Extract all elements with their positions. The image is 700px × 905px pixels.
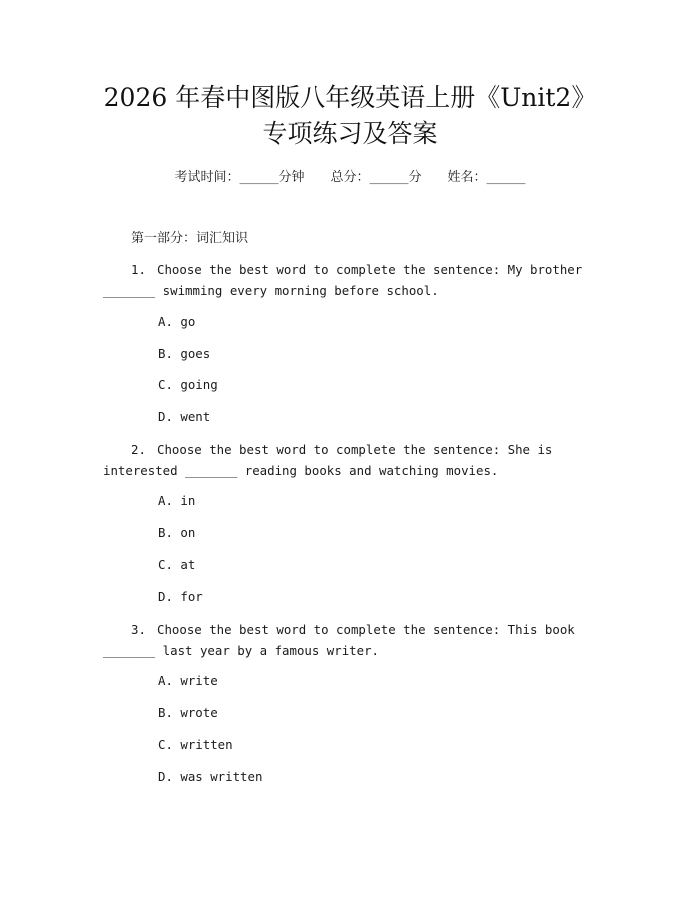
document-title-line-1: 2026 年春中图版八年级英语上册《Unit2》 — [103, 83, 597, 112]
question-text: Choose the best word to complete the sentence: This book _______ last year by a famous writer. — [103, 622, 575, 658]
question-text: Choose the best word to complete the sentence: She is interested _______ reading books and watching movies. — [103, 442, 553, 478]
option-2d: D. for — [158, 589, 203, 604]
option-3a: A. write — [158, 673, 218, 688]
question-number: 3. — [131, 622, 146, 637]
question-text: Choose the best word to complete the sentence: My brother _______ swimming every morning before school. — [103, 262, 583, 298]
option-3c: C. written — [158, 737, 233, 752]
option-2b: B. on — [158, 525, 196, 540]
option-2c: C. at — [158, 557, 196, 572]
option-1d: D. went — [158, 409, 211, 424]
name-field: 姓名：______ — [447, 170, 526, 185]
option-3b: B. wrote — [158, 705, 218, 720]
question-1 — [103, 259, 599, 301]
option-1b: B. goes — [158, 346, 211, 361]
section-heading: 第一部分：词汇知识 — [131, 231, 249, 246]
question-2 — [103, 439, 599, 481]
option-1c: C. going — [158, 377, 218, 392]
option-1a: A. go — [158, 314, 196, 329]
question-number: 2. — [131, 442, 146, 457]
document-title-line-2: 专项练习及答案 — [262, 119, 438, 148]
exam-time-field: 考试时间：______分钟 — [174, 170, 305, 185]
exam-info — [0, 168, 700, 188]
total-score-field: 总分：______分 — [330, 170, 422, 185]
question-number: 1. — [131, 262, 146, 277]
question-3 — [103, 619, 599, 661]
option-2a: A. in — [158, 493, 196, 508]
option-3d: D. was written — [158, 769, 263, 784]
